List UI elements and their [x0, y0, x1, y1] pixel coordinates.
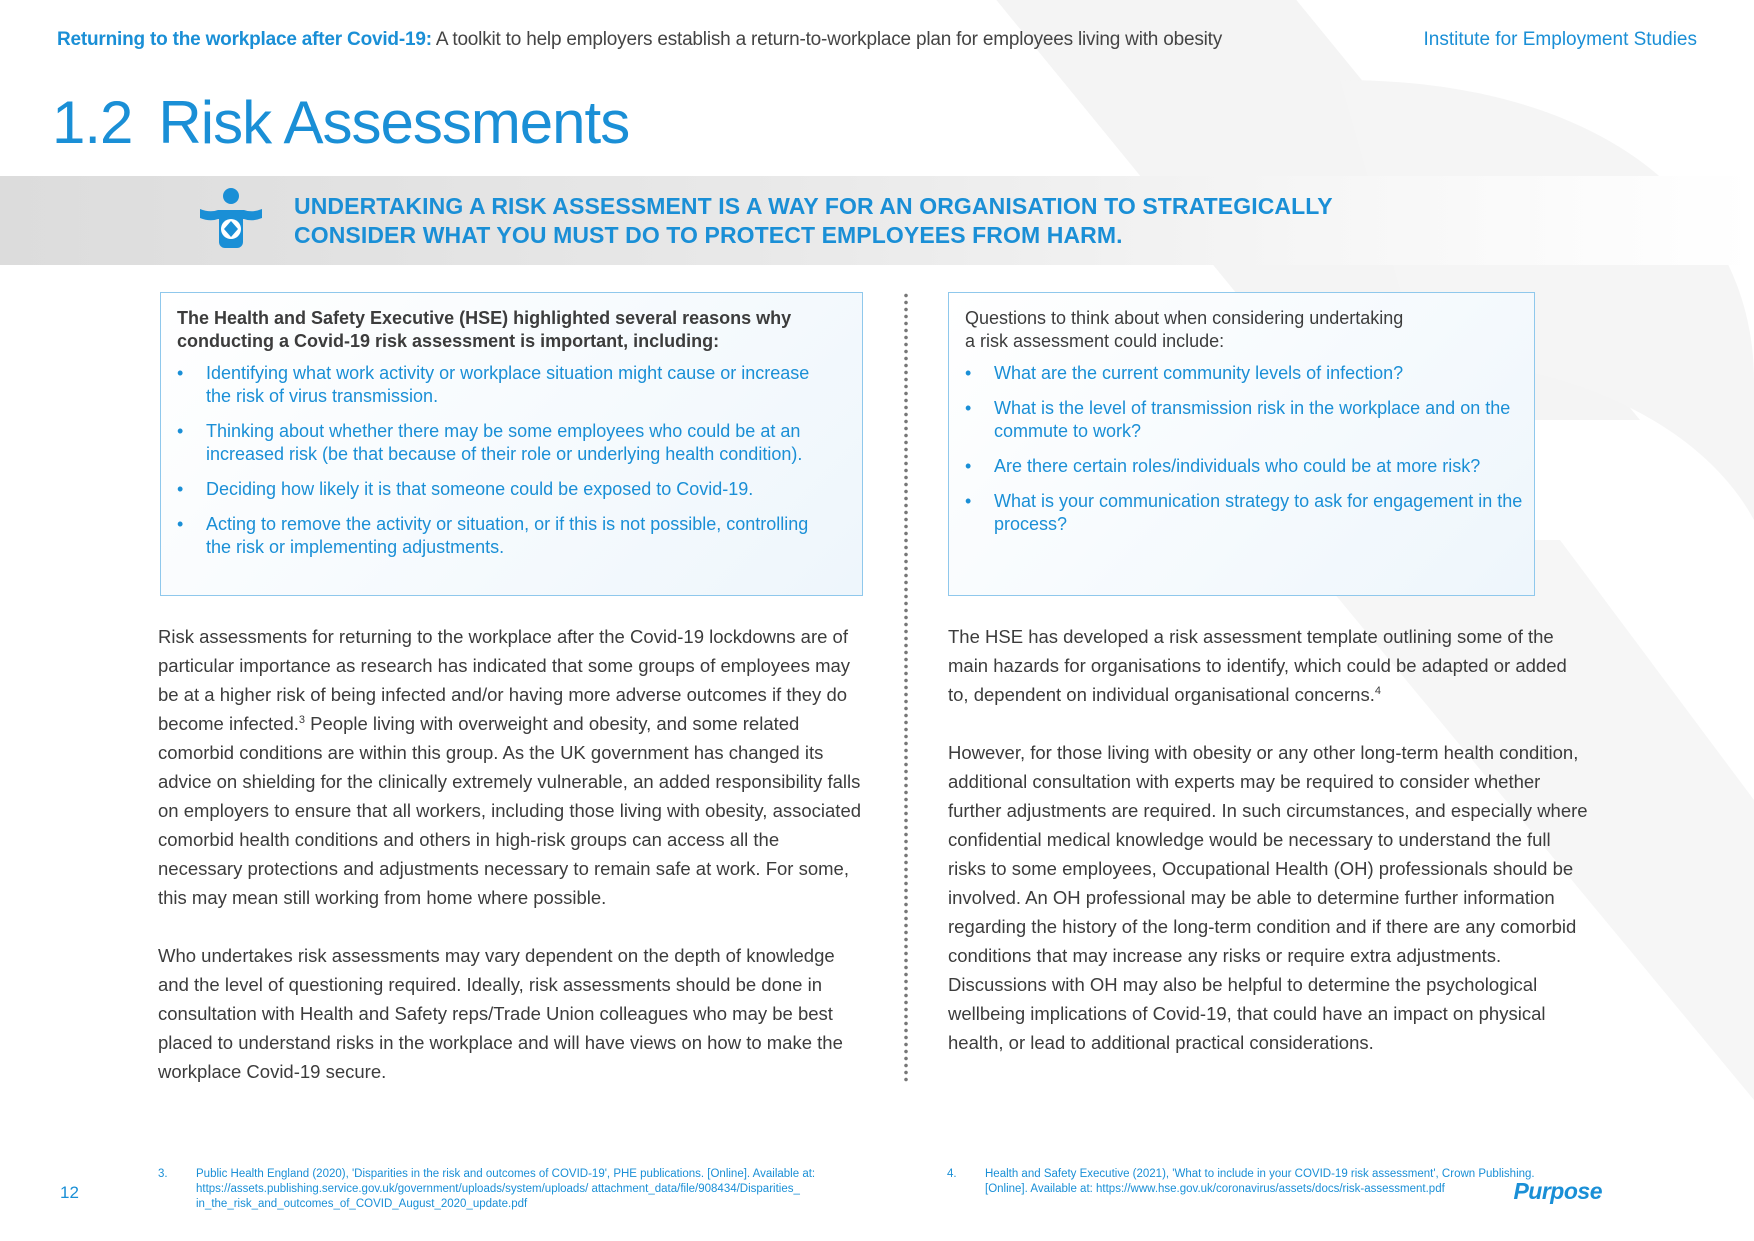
page-number: 12 — [60, 1183, 79, 1202]
footnote — [947, 1167, 1577, 1207]
banner-line-2: CONSIDER WHAT YOU MUST DO TO PROTECT EMPLOYEES FROM HARM. — [294, 222, 1123, 248]
section-title: Risk Assessments — [158, 89, 630, 156]
paragraph — [948, 622, 1588, 709]
header-title-rest: A toolkit to help employers establish a return-to-workplace plan for employees living with obesity — [435, 29, 1223, 50]
box-heading-line: conducting a Covid-19 risk assessment is important, including: — [177, 331, 720, 351]
footnote-number: 4. — [947, 1168, 957, 1180]
right-body-text — [948, 622, 1588, 1086]
paragraph-text: Risk assessments for returning to the workplace after the Covid-19 lockdowns are of particular importance as research has indicated that some groups of employees may be at a higher risk of being infected and/or having more adverse outcomes if they do become infected. — [158, 626, 851, 734]
left-body-text — [158, 622, 863, 1115]
footnote — [158, 1167, 858, 1217]
header-organisation: Institute for Employment Studies — [1423, 29, 1697, 50]
paragraph-text: The HSE has developed a risk assessment template outlining some of the main hazards for organisations to identify, which could be adapted or added to, dependent on individual organisational concerns. — [948, 626, 1567, 705]
box-heading-line: a risk assessment could include: — [965, 331, 1225, 351]
list-item: • What is your communication strategy to ask for engagement in the process? — [965, 490, 1525, 536]
hse-reasons-box — [160, 292, 863, 596]
key-message-banner — [0, 176, 1754, 265]
document-header — [57, 29, 1222, 51]
person-shield-icon — [196, 186, 266, 256]
footnote-text: Health and Safety Executive (2021), 'What to include in your COVID-19 risk assessment', Crown Publishing. [Online]. Available at: https://www.hse.gov.uk/coronavirus/assets/docs/risk-assessment.pdf — [985, 1168, 1535, 1195]
box-heading-line: Questions to think about when considering undertaking — [965, 308, 1404, 328]
page-title — [52, 88, 629, 157]
paragraph: However, for those living with obesity or any other long-term health condition, additional consultation with experts may be required to consider whether further adjustments are required. In such circumstances, and especially where confidential medical knowledge would be necessary to understand the full risks to some employees, Occupational Health (OH) professionals should be involved. An OH professional may be able to determine further information regarding the history of the long-term condition and if there are any comorbid conditions that may increase any risks or require extra adjustments. Discussions with OH may also be helpful to determine the psychological wellbeing implications of Covid-19, that could have an impact on physical health, or lead to additional practical considerations. — [948, 742, 1588, 1053]
list-item: • What is the level of transmission risk in the workplace and on the commute to work? — [965, 397, 1525, 443]
list-item: • Acting to remove the activity or situation, or if this is not possible, controlling the risk or implementing adjustments. — [177, 513, 817, 559]
list-item: • Deciding how likely it is that someone could be exposed to Covid-19. — [177, 478, 817, 501]
dotted-divider — [903, 292, 909, 1082]
list-item: • Thinking about whether there may be some employees who could be at an increased risk (be that because of their role or underlying health condition). — [177, 420, 817, 466]
questions-box — [948, 292, 1535, 596]
bullet-list — [177, 362, 817, 571]
box-heading — [177, 307, 791, 353]
footnote-ref: 4 — [1374, 684, 1381, 697]
list-item: • Identifying what work activity or workplace situation might cause or increase the risk of virus transmission. — [177, 362, 817, 408]
box-heading-line: The Health and Safety Executive (HSE) highlighted several reasons why — [177, 308, 792, 328]
paragraph: Who undertakes risk assessments may vary dependent on the depth of knowledge and the level of questioning required. Ideally, risk assessments should be done in consultation with Health and Safety reps/Trade Union colleagues who may be best placed to understand risks in the workplace and will have views on how to make the workplace Covid-19 secure. — [158, 945, 843, 1082]
list-item: • What are the current community levels of infection? — [965, 362, 1525, 385]
banner-line-1: UNDERTAKING A RISK ASSESSMENT IS A WAY FOR AN ORGANISATION TO STRATEGICALLY — [294, 193, 1333, 219]
section-number: 1.2 — [52, 89, 133, 156]
brand-logo: Purpose — [1513, 1178, 1602, 1204]
footnote-ref: 3 — [298, 713, 306, 726]
footnote-text: Public Health England (2020), 'Disparities in the risk and outcomes of COVID-19', PHE publications. [Online]. Available at: https://assets.publishing.service.gov.uk/government/uploads/system/uploads/ attachment_data/file/908434/Disparities_ in_the_risk_and_outcomes_of_COVID_August_2020_update.pdf — [196, 1168, 816, 1210]
header-title-bold: Returning to the workplace after Covid-19: — [57, 29, 432, 50]
bullet-list — [965, 362, 1525, 548]
footnote-number: 3. — [158, 1168, 168, 1180]
box-heading — [965, 307, 1403, 353]
list-item: • Are there certain roles/individuals who could be at more risk? — [965, 455, 1525, 478]
paragraph — [158, 622, 863, 912]
paragraph-text: People living with overweight and obesity, and some related comorbid conditions are within this group. As the UK government has changed its advice on shielding for the clinically extremely vulnerable, an added responsibility falls on employers to ensure that all workers, including those living with obesity, associated comorbid health conditions and others in high-risk groups can access all the necessary protections and adjustments necessary to remain safe at work. For some, this may mean still working from home where possible. — [158, 713, 862, 908]
